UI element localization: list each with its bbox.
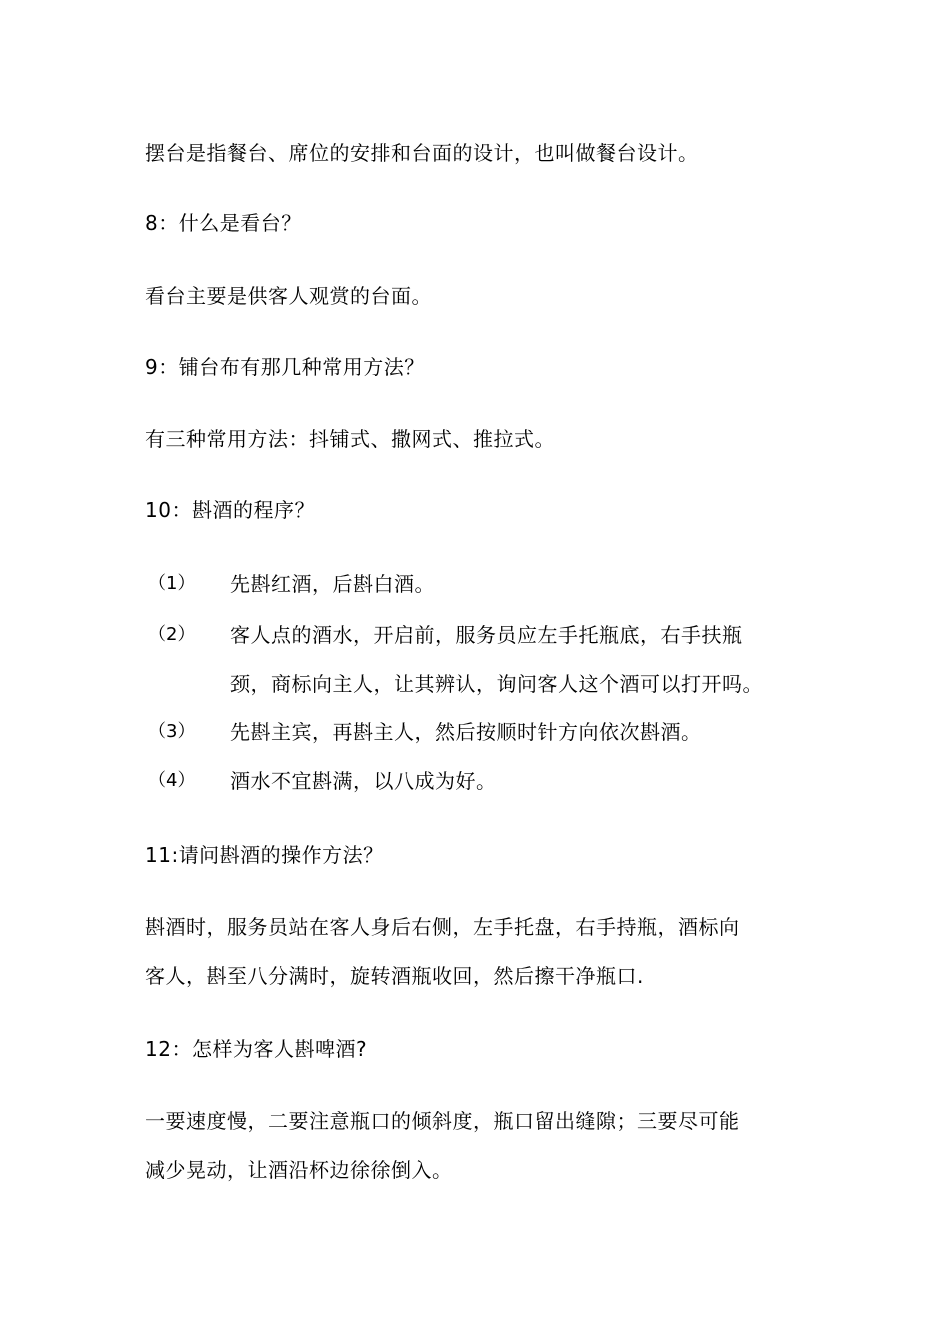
list-item-number: （2） (148, 624, 196, 645)
list-item-number: （1） (148, 573, 196, 594)
list-item-text: 先斟主宾，再斟主人，然后按顺时针方向依次斟酒。 (230, 720, 702, 744)
list-item-text: 先斟红酒，后斟白酒。 (230, 572, 435, 596)
paragraph-intro: 摆台是指餐台、席位的安排和台面的设计，也叫做餐台设计。 (145, 141, 699, 165)
answer-11-line-2: 客人，斟至八分满时，旋转酒瓶收回，然后擦干净瓶口. (145, 964, 644, 988)
list-item-text-continued: 颈，商标向主人，让其辨认，询问客人这个酒可以打开吗。 (230, 672, 763, 696)
answer-12-line-1: 一要速度慢，二要注意瓶口的倾斜度，瓶口留出缝隙；三要尽可能 (145, 1109, 740, 1133)
question-9: 9：铺台布有那几种常用方法？ (145, 355, 425, 379)
answer-9: 有三种常用方法：抖铺式、撒网式、推拉式。 (145, 427, 555, 451)
question-8: 8：什么是看台？ (145, 211, 302, 235)
list-item-number: （3） (148, 721, 196, 742)
list-item-text: 客人点的酒水，开启前，服务员应左手托瓶底，右手扶瓶 (230, 623, 743, 647)
question-10: 10：斟酒的程序？ (145, 498, 315, 522)
answer-8: 看台主要是供客人观赏的台面。 (145, 284, 432, 308)
answer-12-line-2: 减少晃动，让酒沿杯边徐徐倒入。 (145, 1158, 453, 1182)
list-item-number: （4） (148, 770, 196, 791)
question-12: 12：怎样为客人斟啤酒? (145, 1037, 368, 1061)
question-11: 11:请问斟酒的操作方法？ (145, 843, 384, 867)
list-item-text: 酒水不宜斟满，以八成为好。 (230, 769, 497, 793)
answer-11-line-1: 斟酒时，服务员站在客人身后右侧，左手托盘，右手持瓶，酒标向 (145, 915, 740, 939)
